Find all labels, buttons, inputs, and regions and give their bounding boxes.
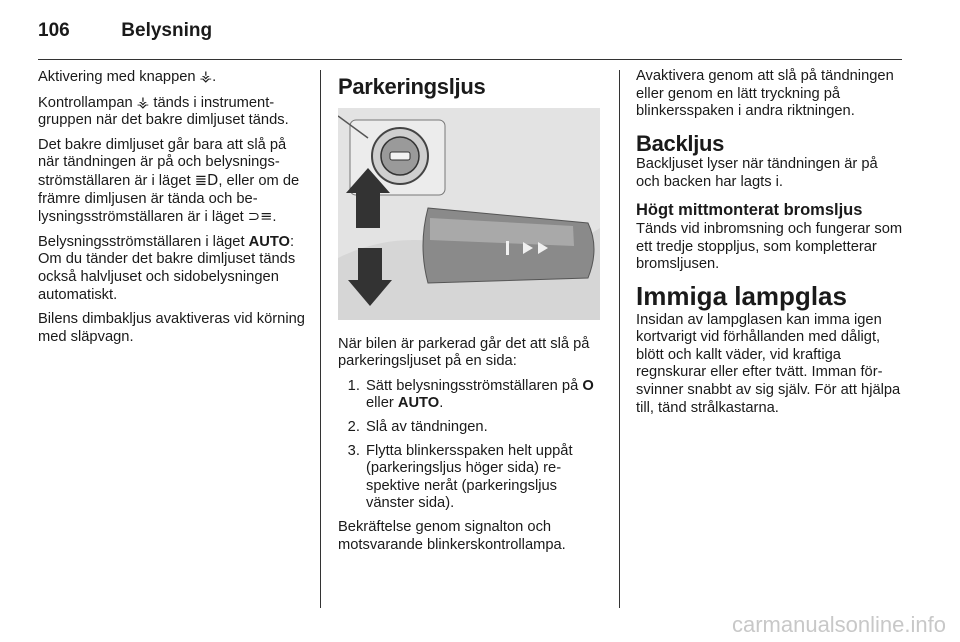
paragraph-control-lamp (38, 94, 310, 130)
front-fog-light-icon: ⊃≡ (247, 208, 273, 226)
heading-backljus: Backljus (636, 130, 725, 156)
heading-parking-light: Parkeringsljus (338, 74, 486, 99)
text: , eller om de främre dimljusen är tända och belysningsströmställaren är i läget (38, 172, 300, 226)
text: eller (366, 395, 398, 412)
paragraph-backljus: Backljuset lyser när tändningen är på och backen har lagts i. (636, 156, 878, 190)
page-header (38, 20, 212, 42)
text: Aktivering med knappen (38, 69, 200, 85)
column-divider-2 (619, 70, 620, 608)
watermark: carmanualsonline.info (731, 612, 946, 637)
list-item (364, 378, 600, 413)
list-item: 3. Flytta blinkersspaken helt uppåt (parkeringsljus höger sida) respektive neråt (parkeringsljus vänster sida). (364, 443, 600, 513)
paragraph-trailer: Bilens dimbakljus avaktiveras vid körning med släpvagn. (38, 311, 305, 345)
column-3 (636, 68, 904, 424)
text: : Om du tänder det bakre dimljuset tänds också halvljuset och sidobelysningen automatiskt. (38, 233, 296, 303)
auto-label: AUTO (248, 233, 290, 250)
low-beam-icon: ≣D (194, 171, 219, 189)
position-o-label: O (582, 377, 594, 394)
text: . (439, 395, 444, 412)
paragraph-activation (38, 68, 310, 87)
paragraph-confirmation: Bekräftelse genom signalton och motsvarande blinkerskontrollampa. (338, 518, 566, 553)
rear-fog-light-icon: ⚶ (136, 93, 150, 111)
text: Belysningsströmställaren i läget (38, 233, 249, 250)
page-title: Belysning (121, 20, 213, 41)
text: . (212, 69, 217, 85)
column-2 (338, 68, 600, 561)
heading-immiga-lampglas: Immiga lampglas (636, 280, 847, 311)
text: Det bakre dimljuset går bara att slå på när tändningen är på och belysningsströmställaren är i läget (38, 136, 287, 189)
parking-steps-list (338, 378, 600, 513)
paragraph-deactivate: Avaktivera genom att slå på tändningen eller genom en lätt tryckning på blinkersspaken i andra riktningen. (636, 68, 894, 120)
turn-signal-lever-illustration (338, 108, 600, 320)
text: . (272, 209, 277, 226)
paragraph-immiga: Insidan av lampglasen kan imma igen kortvarigt vid förhållanden med dåligt, blött och kallt väder, vid kraftiga regnskurar eller efter tvätt. Imman försvinner snabbt av sig själv. För att hjälpa till, tänd strålkastarna. (636, 311, 901, 416)
rear-fog-light-icon: ⚶ (199, 68, 213, 85)
text: Kontrollampan (38, 94, 137, 111)
text: Sätt belysningsströmställaren på (366, 377, 583, 394)
list-item: 2. Slå av tändningen. (364, 419, 600, 437)
text: tänds i instrumentgruppen när det bakre dimljuset tänds. (38, 94, 289, 129)
heading-brake-light: Högt mittmonterat bromsljus (636, 200, 863, 219)
paragraph-parking-intro: När bilen är parkerad går det att slå på parkeringsljuset på en sida: (338, 335, 590, 370)
auto-label: AUTO (397, 395, 440, 412)
paragraph-auto (38, 234, 310, 304)
paragraph-brake-light: Tänds vid inbromsning och fungerar som ett tredje stoppljus, som kompletterar bromsljusen. (636, 221, 903, 273)
paragraph-conditions (38, 137, 310, 227)
header-rule (38, 59, 902, 60)
column-divider-1 (320, 70, 321, 608)
column-1 (38, 68, 310, 353)
page-number: 106 (38, 20, 70, 41)
